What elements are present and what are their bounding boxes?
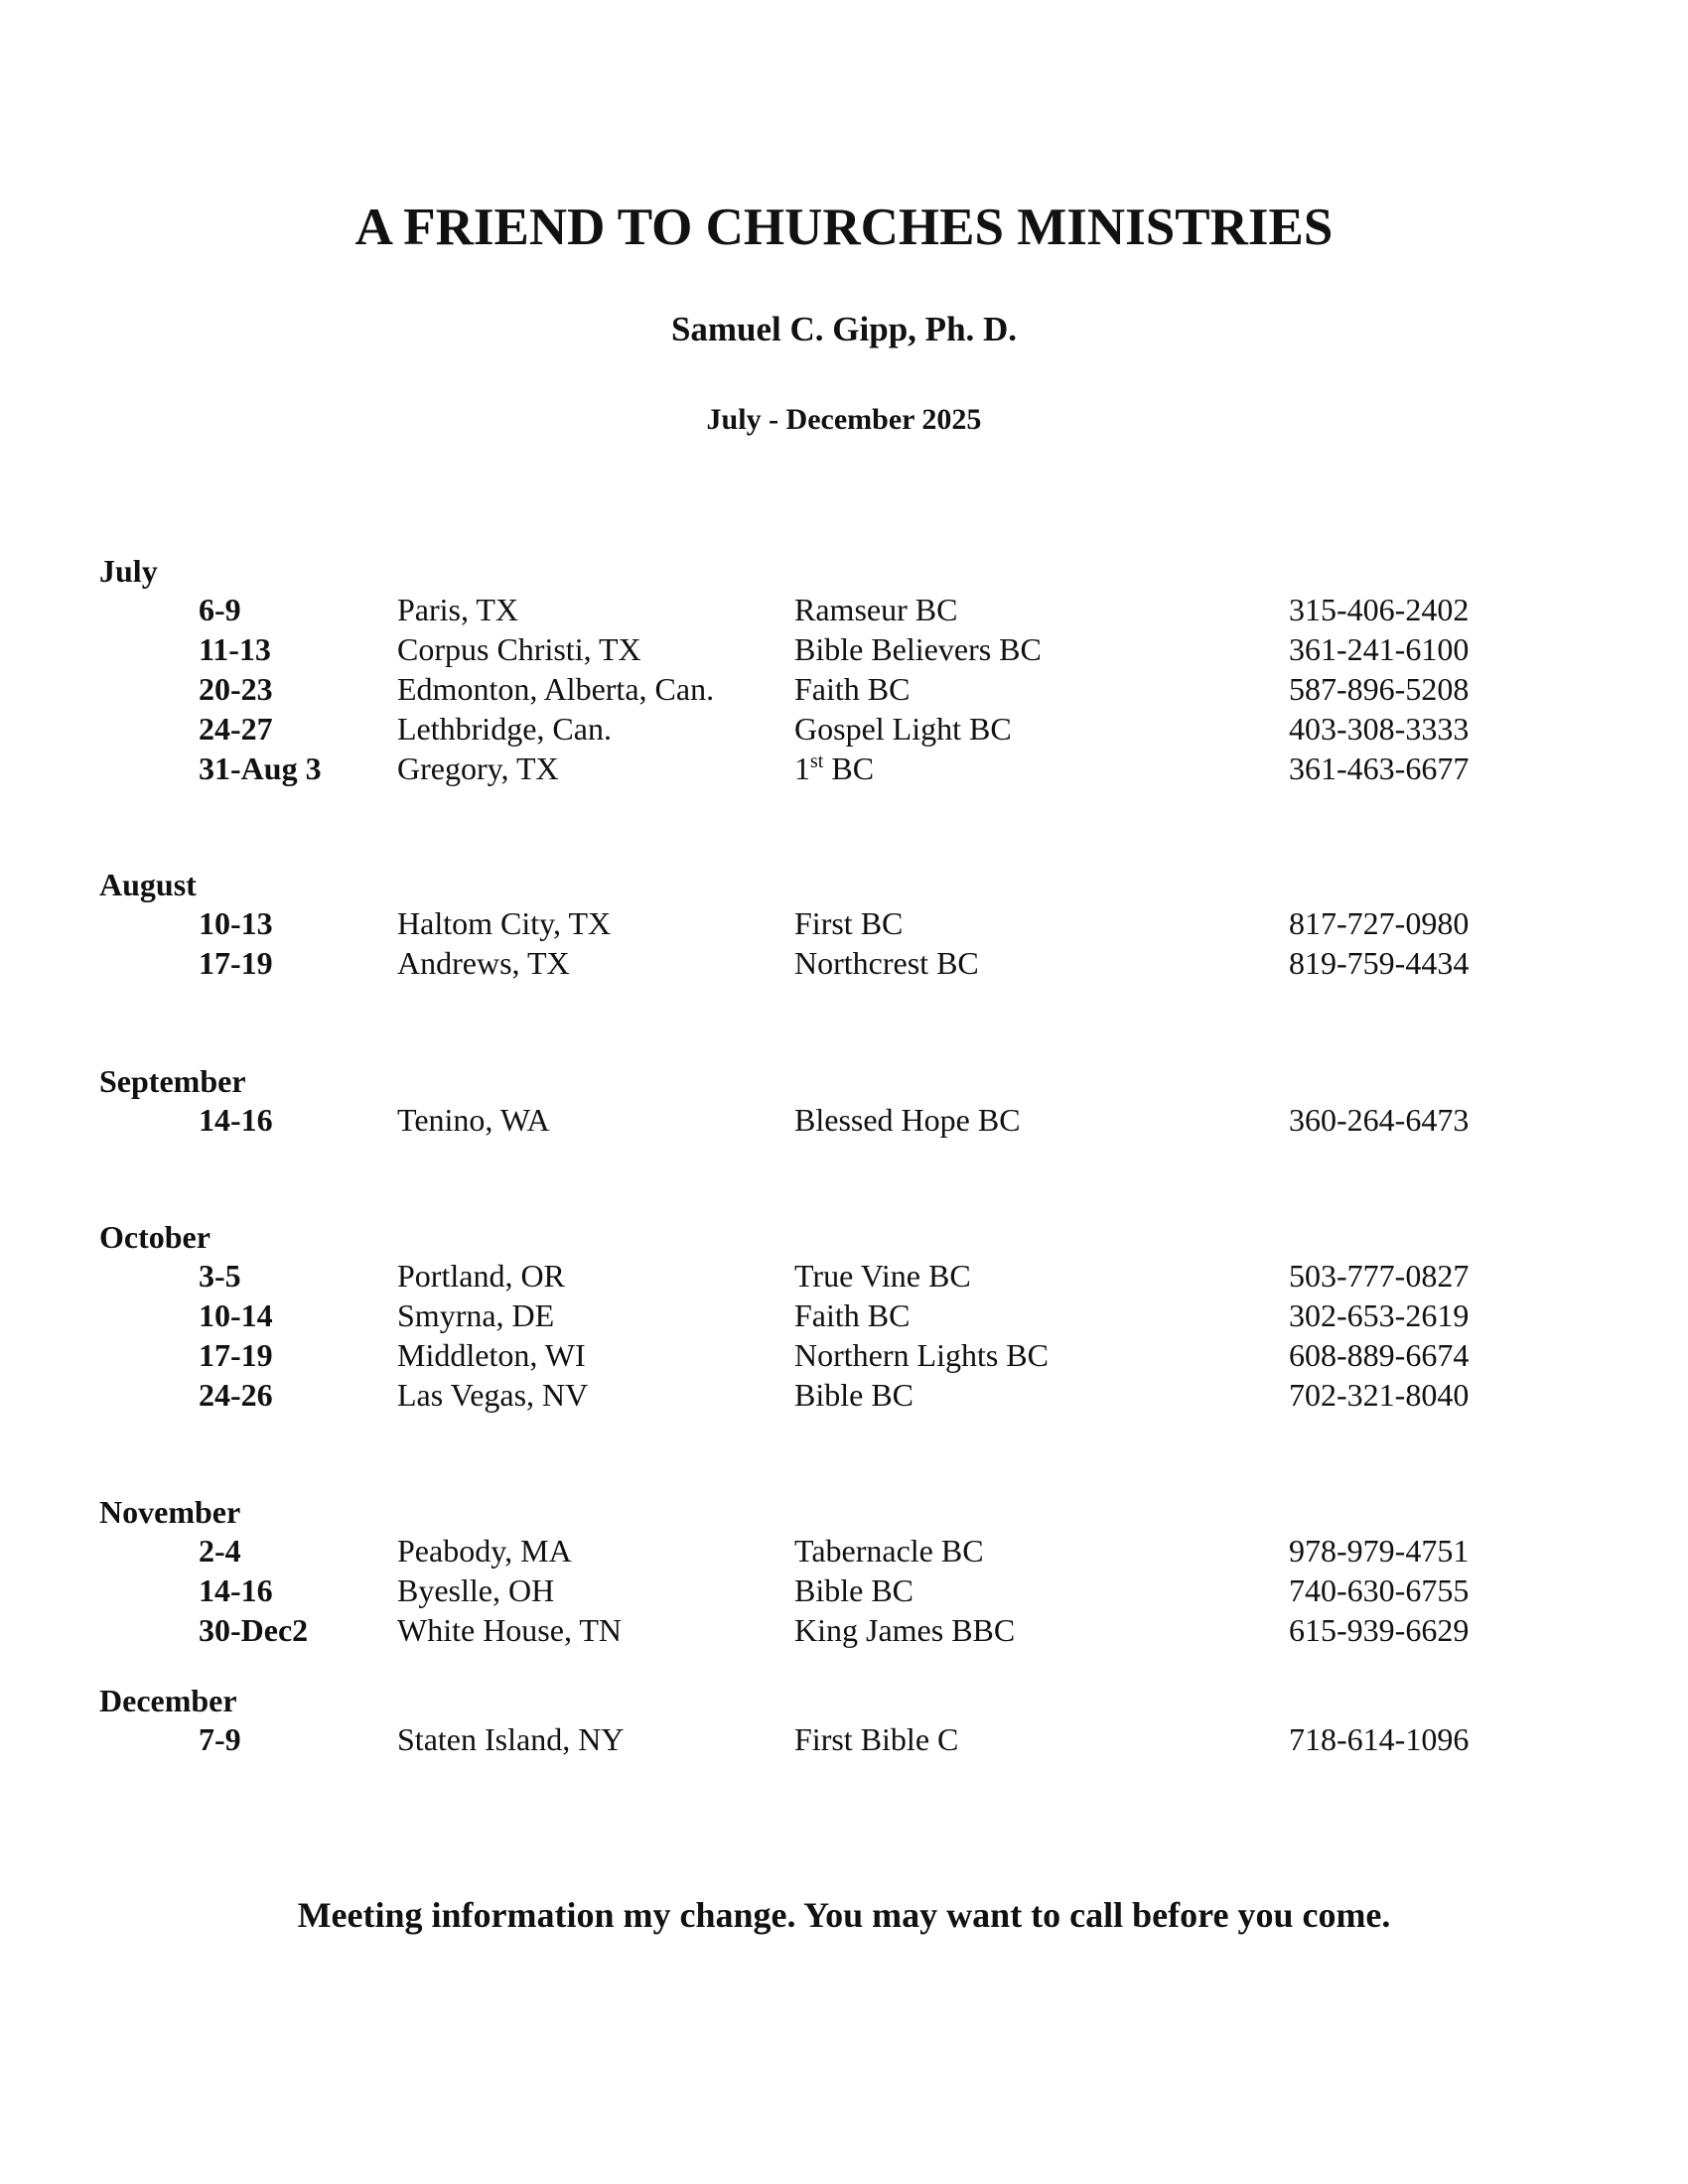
row-church: First Bible C xyxy=(794,1721,959,1757)
row-dates: 30-Dec2 xyxy=(199,1612,309,1648)
schedule-row xyxy=(99,1570,1589,1610)
row-church: Faith BC xyxy=(794,1297,911,1333)
month-name: July xyxy=(99,553,158,589)
row-dates: 3-5 xyxy=(199,1258,241,1294)
row-church xyxy=(794,749,874,788)
schedule-row xyxy=(99,1256,1589,1296)
month-november xyxy=(99,1493,1589,1650)
schedule-row xyxy=(99,669,1589,709)
schedule-row xyxy=(99,1719,1589,1759)
row-location: Peabody, MA xyxy=(397,1533,572,1569)
row-dates: 10-13 xyxy=(199,905,273,941)
row-phone: 978-979-4751 xyxy=(1289,1533,1470,1569)
month-name: September xyxy=(99,1063,246,1099)
row-phone: 608-889-6674 xyxy=(1289,1337,1470,1373)
footer-note: Meeting information my change. You may want to call before you come. xyxy=(297,1895,1391,1935)
schedule-row xyxy=(99,1531,1589,1570)
row-location: Smyrna, DE xyxy=(397,1297,555,1333)
schedule-row xyxy=(99,709,1589,749)
schedule-row xyxy=(99,1335,1589,1375)
row-dates: 20-23 xyxy=(199,671,273,707)
row-phone: 315-406-2402 xyxy=(1289,592,1470,627)
row-location: White House, TN xyxy=(397,1612,623,1648)
row-church: Blessed Hope BC xyxy=(794,1102,1021,1138)
row-phone: 740-630-6755 xyxy=(1289,1572,1470,1608)
month-name: November xyxy=(99,1494,241,1530)
row-church: Ramseur BC xyxy=(794,592,958,627)
schedule-row xyxy=(99,1375,1589,1415)
row-church: Tabernacle BC xyxy=(794,1533,984,1569)
month-december xyxy=(99,1682,1589,1759)
schedule-row xyxy=(99,629,1589,669)
row-phone: 302-653-2619 xyxy=(1289,1297,1470,1333)
month-august xyxy=(99,866,1589,983)
schedule-row xyxy=(99,1610,1589,1650)
row-location: Haltom City, TX xyxy=(397,905,612,941)
row-location: Paris, TX xyxy=(397,592,519,627)
row-church: Bible BC xyxy=(794,1572,914,1608)
row-church: Northern Lights BC xyxy=(794,1337,1049,1373)
schedule-row xyxy=(99,590,1589,629)
row-phone: 503-777-0827 xyxy=(1289,1258,1470,1294)
row-location: Staten Island, NY xyxy=(397,1721,625,1757)
row-location: Gregory, TX xyxy=(397,751,559,786)
row-phone: 361-463-6677 xyxy=(1289,751,1470,786)
row-phone: 817-727-0980 xyxy=(1289,905,1470,941)
row-phone: 615-939-6629 xyxy=(1289,1612,1470,1648)
row-location: Corpus Christi, TX xyxy=(397,631,641,667)
schedule-row xyxy=(99,903,1589,943)
row-dates: 17-19 xyxy=(199,1337,273,1373)
row-church: True Vine BC xyxy=(794,1258,971,1294)
row-dates: 17-19 xyxy=(199,945,273,981)
row-phone: 718-614-1096 xyxy=(1289,1721,1470,1757)
schedule-row xyxy=(99,1100,1589,1140)
church-ordinal-number: 1 xyxy=(794,751,810,786)
row-location: Portland, OR xyxy=(397,1258,565,1294)
schedule-row xyxy=(99,1296,1589,1335)
row-location: Edmonton, Alberta, Can. xyxy=(397,671,715,707)
page-title: A FRIEND TO CHURCHES MINISTRIES xyxy=(354,199,1334,256)
row-phone: 403-308-3333 xyxy=(1289,711,1470,747)
row-phone: 361-241-6100 xyxy=(1289,631,1470,667)
row-church: Faith BC xyxy=(794,671,911,707)
church-ordinal-suffix: st xyxy=(810,751,824,772)
row-dates: 24-27 xyxy=(199,711,273,747)
row-location: Tenino, WA xyxy=(397,1102,550,1138)
row-location: Las Vegas, NV xyxy=(397,1377,589,1413)
schedule-row xyxy=(99,749,1589,788)
month-name: August xyxy=(99,867,197,902)
row-church: Bible Believers BC xyxy=(794,631,1042,667)
row-dates: 6-9 xyxy=(199,592,241,627)
row-church: Northcrest BC xyxy=(794,945,979,981)
church-name-rest: BC xyxy=(823,751,875,786)
row-dates: 14-16 xyxy=(199,1572,273,1608)
month-name: December xyxy=(99,1683,237,1718)
row-church: Gospel Light BC xyxy=(794,711,1012,747)
row-dates: 24-26 xyxy=(199,1377,273,1413)
month-name: October xyxy=(99,1219,211,1255)
row-location: Byeslle, OH xyxy=(397,1572,555,1608)
row-phone: 819-759-4434 xyxy=(1289,945,1470,981)
row-dates: 11-13 xyxy=(199,631,271,667)
row-location: Andrews, TX xyxy=(397,945,570,981)
row-dates: 31-Aug 3 xyxy=(199,751,322,786)
row-church: First BC xyxy=(794,905,904,941)
month-july xyxy=(99,552,1589,788)
row-church: Bible BC xyxy=(794,1377,914,1413)
author-name: Samuel C. Gipp, Ph. D. xyxy=(670,310,1018,348)
row-dates: 7-9 xyxy=(199,1721,241,1757)
row-location: Middleton, WI xyxy=(397,1337,586,1373)
row-location: Lethbridge, Can. xyxy=(397,711,612,747)
row-dates: 14-16 xyxy=(199,1102,273,1138)
schedule-period: July - December 2025 xyxy=(706,403,982,436)
row-church: King James BBC xyxy=(794,1612,1016,1648)
row-phone: 360-264-6473 xyxy=(1289,1102,1470,1138)
schedule-row xyxy=(99,943,1589,983)
row-phone: 702-321-8040 xyxy=(1289,1377,1470,1413)
month-september xyxy=(99,1062,1589,1140)
row-phone: 587-896-5208 xyxy=(1289,671,1470,707)
row-dates: 2-4 xyxy=(199,1533,241,1569)
row-dates: 10-14 xyxy=(199,1297,273,1333)
month-october xyxy=(99,1218,1589,1415)
